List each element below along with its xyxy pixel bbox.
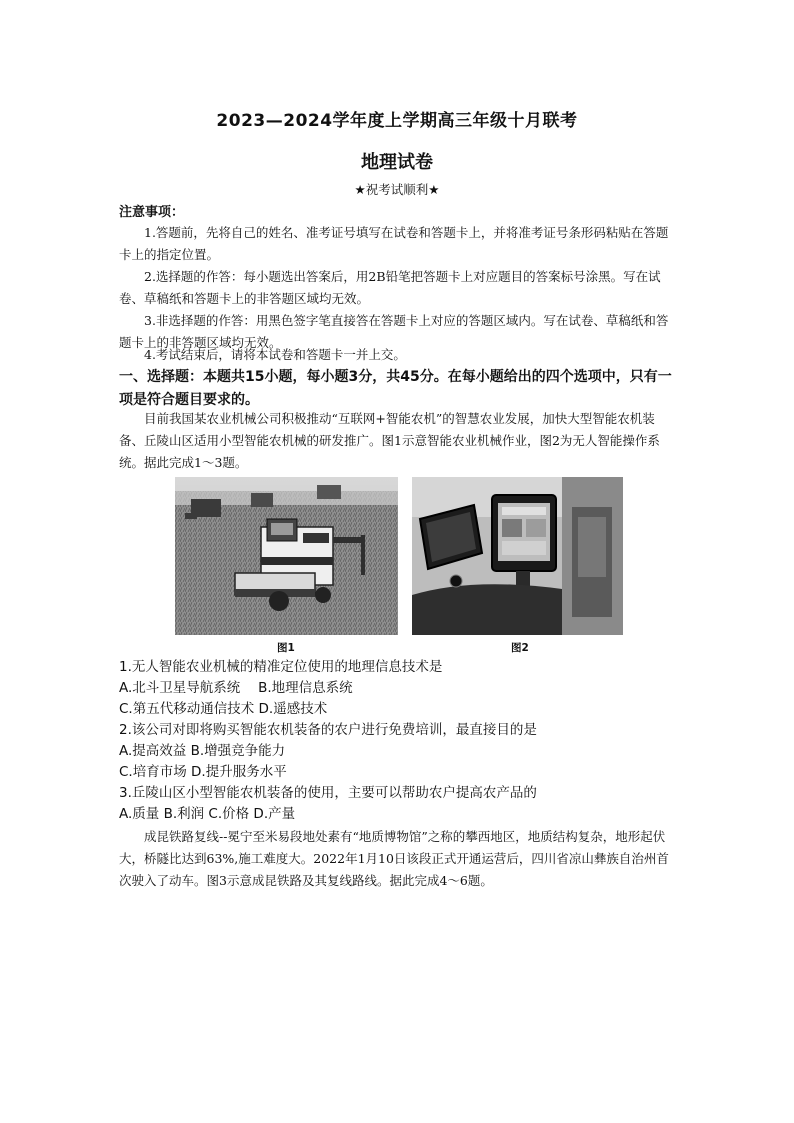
blessing-line: ★祝考试顺利★: [354, 182, 440, 197]
notice-item-1: 1.答题前，先将自己的姓名、准考证号填写在试卷和答题卡上，并将准考证号条形码粘贴在答题卡上的指定位置。: [119, 225, 669, 262]
figure-2-console-photo: [412, 477, 623, 635]
exam-title: 2023—2024学年度上学期高三年级十月联考: [216, 111, 578, 131]
notice-item-4: 4.考试结束后，请将本试卷和答题卡一并上交。: [144, 347, 406, 362]
figure-2-caption: 图2: [511, 642, 529, 654]
question-1-options-line-1: A.北斗卫星导航系统 B.地理信息系统: [119, 680, 353, 696]
figure-1-harvester-photo: [175, 477, 398, 635]
question-2-options-line-2: C.培育市场 D.提升服务水平: [119, 764, 287, 780]
section-heading: 一、选择题：本题共15小题，每小题3分，共45分。在每小题给出的四个选项中，只有一项是符合题目要求的。: [119, 369, 672, 408]
question-2-stem: 2.该公司对即将购买智能农机装备的农户进行免费培训，最直接目的是: [119, 722, 537, 738]
question-3-stem: 3.丘陵山区小型智能农机装备的使用，主要可以帮助农户提高农产品的: [119, 785, 537, 801]
material-intro-2: 成昆铁路复线--冕宁至米易段地处素有“地质博物馆”之称的攀西地区，地质结构复杂，地形起伏大，桥隧比达到63%,施工难度大。2022年1月10日该段正式开通运营后，四川省凉山彝族自治州首次驶入了动车。图3示意成昆铁路及其复线路线。据此完成4～6题。: [119, 829, 669, 888]
notice-item-2: 2.选择题的作答：每小题选出答案后，用2B铅笔把答题卡上对应题目的答案标号涂黑。写在试卷、草稿纸和答题卡上的非答题区域均无效。: [119, 269, 661, 306]
subject-title: 地理试卷: [361, 152, 433, 173]
notice-item-3: 3.非选择题的作答：用黑色签字笔直接答在答题卡上对应的答题区域内。写在试卷、草稿纸和答题卡上的非答题区域均无效。: [119, 313, 669, 350]
question-2-options-line-1: A.提高效益 B.增强竞争能力: [119, 743, 286, 759]
question-3-options-line-1: A.质量 B.利润 C.价格 D.产量: [119, 806, 296, 822]
notice-heading: 注意事项：: [119, 205, 185, 220]
material-intro-1: 目前我国某农业机械公司积极推动“互联网+智能农机”的智慧农业发展，加快大型智能农机装备、丘陵山区适用小型智能农机械的研发推广。图1示意智能农业机械作业，图2为无人智能操作系统。据此完成1～3题。: [119, 411, 660, 470]
question-1-options-line-2: C.第五代移动通信技术 D.遥感技术: [119, 701, 328, 717]
figure-1-caption: 图1: [277, 642, 295, 654]
question-1-stem: 1.无人智能农业机械的精准定位使用的地理信息技术是: [119, 659, 443, 675]
